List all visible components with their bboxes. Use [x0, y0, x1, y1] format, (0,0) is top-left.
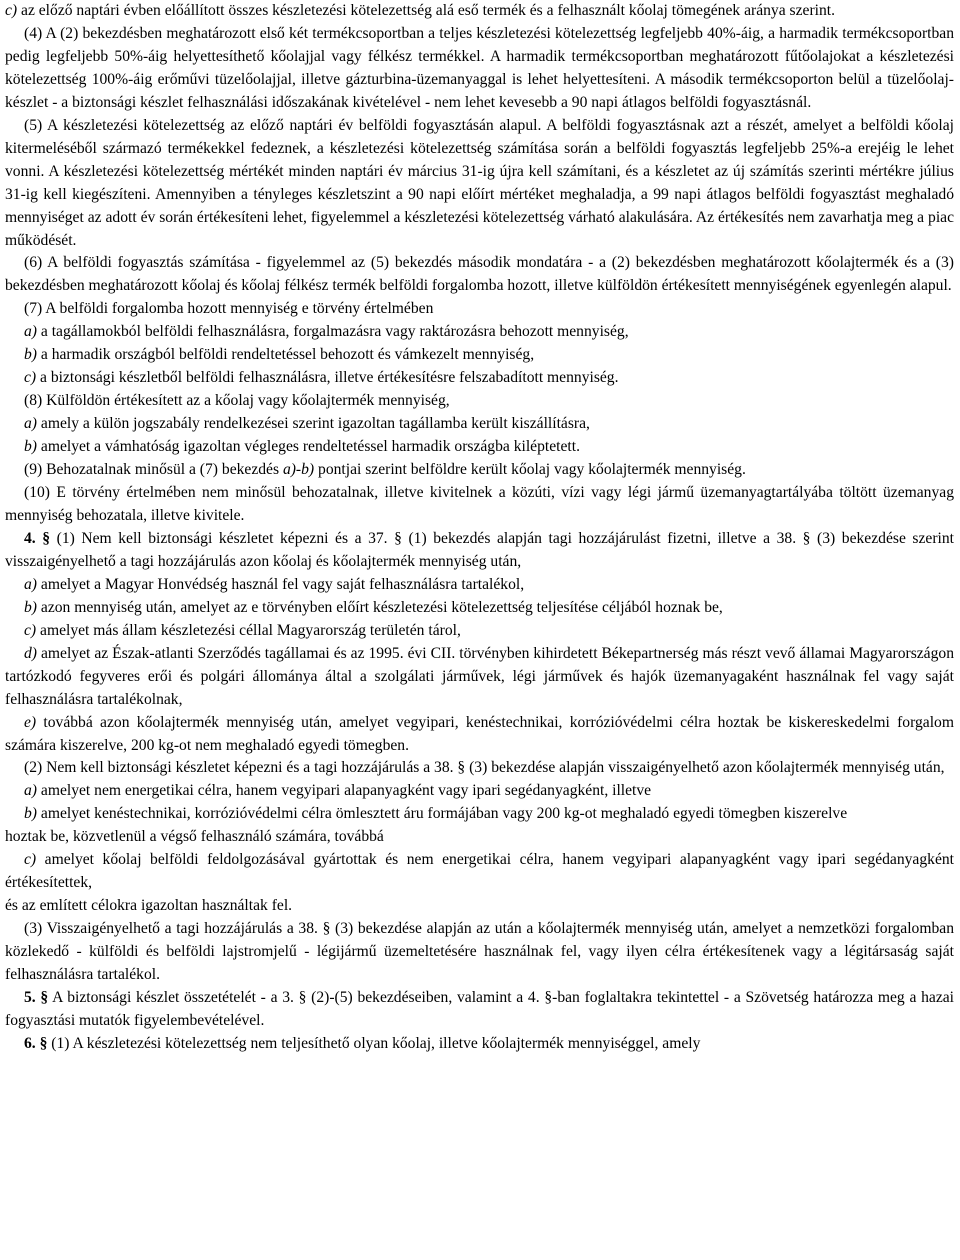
item-marker: a) [24, 323, 37, 341]
paragraph [5, 1033, 954, 1056]
paragraph [5, 252, 954, 298]
paragraph [5, 780, 954, 803]
paragraph [5, 574, 954, 597]
item-marker: c) [5, 2, 18, 19]
paragraph [5, 436, 954, 459]
paragraph-text: amelyet kenéstechnikai, korrózióvédelmi célra ömlesztett áru formájában vagy 200 kg-ot meghaladó egyedi tömegben kiszerelve [37, 805, 848, 823]
item-marker: b) [24, 438, 37, 456]
paragraph [5, 344, 954, 367]
paragraph [5, 321, 954, 344]
paragraph-text: amelyet más állam készletezési céllal Magyarország területén tárol, [36, 621, 461, 639]
paragraph [5, 528, 954, 574]
paragraph-text: az előző naptári évben előállított összes készletezési kötelezettség alá eső termék és a felhasznált kőolaj tömegének aránya szerint. [17, 2, 836, 19]
paragraph-text: a biztonsági készletből belföldi felhasználásra, illetve értékesítésre felszabadított mennyiség. [36, 369, 619, 387]
paragraph-text: (10) E törvény értelmében nem minősül behozatalnak, illetve kivitelnek a közúti, vízi vagy légi jármű üzemanyagtartályába töltött üzemanyag mennyiség behozatala, illetve kivitele. [5, 484, 954, 524]
paragraph [5, 757, 954, 780]
paragraph [5, 620, 954, 643]
item-marker: a) [24, 415, 37, 433]
paragraph [5, 459, 954, 482]
item-marker: a)-b) [282, 461, 315, 479]
paragraph-text: amelyet kőolaj belföldi feldolgozásával gyártottak és nem energetikai célra, hanem vegyipari alapanyagként vagy ipari segédanyagként értékesítettek, [5, 851, 954, 892]
paragraph-text: A biztonsági készlet összetételét - a 3. § (2)-(5) bekezdéseiben, valamint a 4. §-ban foglaltakra tekintettel - a Szövetség határozza meg a hazai fogyasztási mutatók figyelembevételével. [5, 988, 954, 1029]
paragraph [5, 367, 954, 390]
paragraph [5, 895, 954, 918]
paragraph-text: (1) Nem kell biztonsági készletet képezni és a 37. § (1) bekezdés alapján tagi hozzájárulást fizetni, illetve a 38. § (3) bekezdése szerint visszaigényelhető a tagi hozzájárulás azon kőolaj és kőolajtermék mennyiség után, [5, 529, 954, 570]
paragraph-text: továbbá azon kőolajtermék mennyiség után, amelyet vegyipari, kenéstechnikai, korrózióvédelmi célra hoztak be kiskereskedelmi forgalom számára kiszerelve, 200 kg-ot nem meghaladó egyedi tömegben. [5, 713, 954, 754]
paragraph-text: (8) Külföldön értékesített az a kőolaj vagy kőolajtermék mennyiség, [24, 392, 450, 410]
paragraph [5, 918, 954, 987]
paragraph-text: hoztak be, közvetlenül a végső felhasználó számára, továbbá [5, 828, 384, 846]
paragraph-text: a tagállamokból belföldi felhasználásra, forgalmazásra vagy raktározásra behozott mennyiség, [37, 323, 629, 341]
paragraph [5, 826, 954, 849]
paragraph-text: pontjai szerint belföldre került kőolaj vagy kőolajtermék mennyiség. [314, 461, 746, 479]
paragraph-text: (5) A készletezési kötelezettség az előző naptári év belföldi fogyasztásán alapul. A belföldi fogyasztásnak azt a részét, amelyet a belföldi kőolaj kitermeléséből származó termékekkel fedeznek, a készletezési kötelezettség számítása során a belföldi fogyasztás legfeljebb 25%-a erejéig le lehet vonni. A készletezési kötelezettség mértékét minden naptári év március 31-ig újra kell számítani, és a készletet az új számítás szerinti mértékre július 31-ig kell kiegészíteni. Amennyiben a tényleges készletszint a 90 napi előírt mértéket meghaladja, a 99 napi átlagos belföldi fogyasztást meghaladó mennyiséget az adott év során értékesíteni lehet, figyelemmel a készletezési kötelezettség várható alakulására. Az értékesítés nem zavarhatja meg a piac működését. [5, 116, 954, 249]
paragraph [5, 712, 954, 758]
paragraph [5, 390, 954, 413]
paragraph-text: (9) Behozatalnak minősül a (7) bekezdés [24, 461, 283, 479]
item-marker: c) [24, 369, 37, 387]
paragraph [5, 482, 954, 528]
paragraph-text: amelyet a Magyar Honvédség használ fel vagy saját felhasználásra tartalékol, [37, 575, 525, 593]
item-marker: e) [24, 713, 37, 731]
paragraph-text: amely a külön jogszabály rendelkezései szerint igazoltan tagállamba került kiszállításra, [37, 415, 590, 433]
item-marker: c) [24, 621, 37, 639]
paragraph [5, 413, 954, 436]
item-marker: a) [24, 782, 37, 800]
paragraph-text: (1) A készletezési kötelezettség nem teljesíthető olyan kőolaj, illetve kőolajtermék mennyiséggel, amely [47, 1034, 701, 1052]
paragraph-text: amelyet nem energetikai célra, hanem vegyipari alapanyagként vagy ipari segédanyagként, illetve [37, 782, 652, 800]
paragraph-text: (4) A (2) bekezdésben meghatározott első két termékcsoportban a teljes készletezési kötelezettség legfeljebb 40%-áig, a harmadik termékcsoportban pedig legfeljebb 50%-áig helyettesíthető kőolajjal vagy félkész termékkel. A harmadik termékcsoportban meghatározott fűtőolajokat a készletezési kötelezettség 100%-áig erőművi tüzelőolajjal, illetve gázturbina-üzemanyaggal is lehet helyettesíteni. A második termékcsoporton belül a tüzelőolaj-készlet - a biztonsági készlet felhasználási időszakának kivételével - nem lehet kevesebb a 90 napi átlagos belföldi fogyasztásnál. [5, 24, 954, 111]
paragraph-text: (6) A belföldi fogyasztás számítása - figyelemmel az (5) bekezdés második mondatára - a (2) bekezdésben meghatározott kőolajtermék és a (3) bekezdésben meghatározott kőolaj és kőolaj félkész termék belföldi forgalomba hozott, illetve külföldön értékesített mennyiségének egyenlegén alapul. [5, 254, 954, 295]
item-marker: b) [24, 598, 37, 616]
paragraph [5, 115, 954, 253]
paragraph-text: (2) Nem kell biztonsági készletet képezni és a tagi hozzájárulás a 38. § (3) bekezdése alapján visszaigényelhető azon kőolajtermék mennyiség után, [24, 759, 945, 777]
paragraph [5, 23, 954, 115]
paragraph [5, 597, 954, 620]
paragraph [5, 0, 954, 23]
item-marker: b) [24, 346, 37, 364]
paragraph-text: azon mennyiség után, amelyet az e törvényben előírt készletezési kötelezettség teljesítése céljából hoznak be, [37, 598, 723, 616]
paragraph-text: a harmadik országból belföldi rendeltetéssel behozott és vámkezelt mennyiség, [37, 346, 535, 364]
paragraph-text: és az említett célokra igazoltan használtak fel. [5, 897, 293, 915]
item-marker: a) [24, 575, 37, 593]
section-number: 5. § [24, 988, 49, 1006]
item-marker: b) [24, 805, 37, 823]
item-marker: d) [24, 644, 37, 662]
paragraph-text: (3) Visszaigényelhető a tagi hozzájárulás a 38. § (3) bekezdése alapján az után a kőolajtermék mennyiség után, amelyet a nemzetközi forgalomban közlekedő - külföldi és belföldi lajstromjelű - légijármű üzemeltetésére használnak fel, vagy ilyen célra értékesítenek vagy a légitársaság saját felhasználásra tartalékol. [5, 920, 954, 984]
paragraph [5, 849, 954, 895]
paragraph-text: amelyet a vámhatóság igazoltan végleges rendeltetéssel harmadik országba kiléptetett. [37, 438, 580, 456]
section-number: 4. § [24, 529, 51, 547]
section-number: 6. § [24, 1034, 48, 1052]
paragraph [5, 987, 954, 1033]
paragraph-text: amelyet az Észak-atlanti Szerződés tagállamai és az 1995. évi CII. törvényben kihirdetett Békepartnerség más részt vevő államai Magyarországon tartózkodó fegyveres erői és polgári állománya által a szolgálati járművek, légi járművek és hajók üzemanyagaként használnak fel vagy saját felhasználásra tartalékolnak, [5, 644, 954, 708]
paragraph-text: (7) A belföldi forgalomba hozott mennyiség e törvény értelmében [24, 300, 434, 318]
paragraph [5, 298, 954, 321]
paragraph [5, 803, 954, 826]
paragraph [5, 643, 954, 712]
item-marker: c) [24, 851, 37, 869]
